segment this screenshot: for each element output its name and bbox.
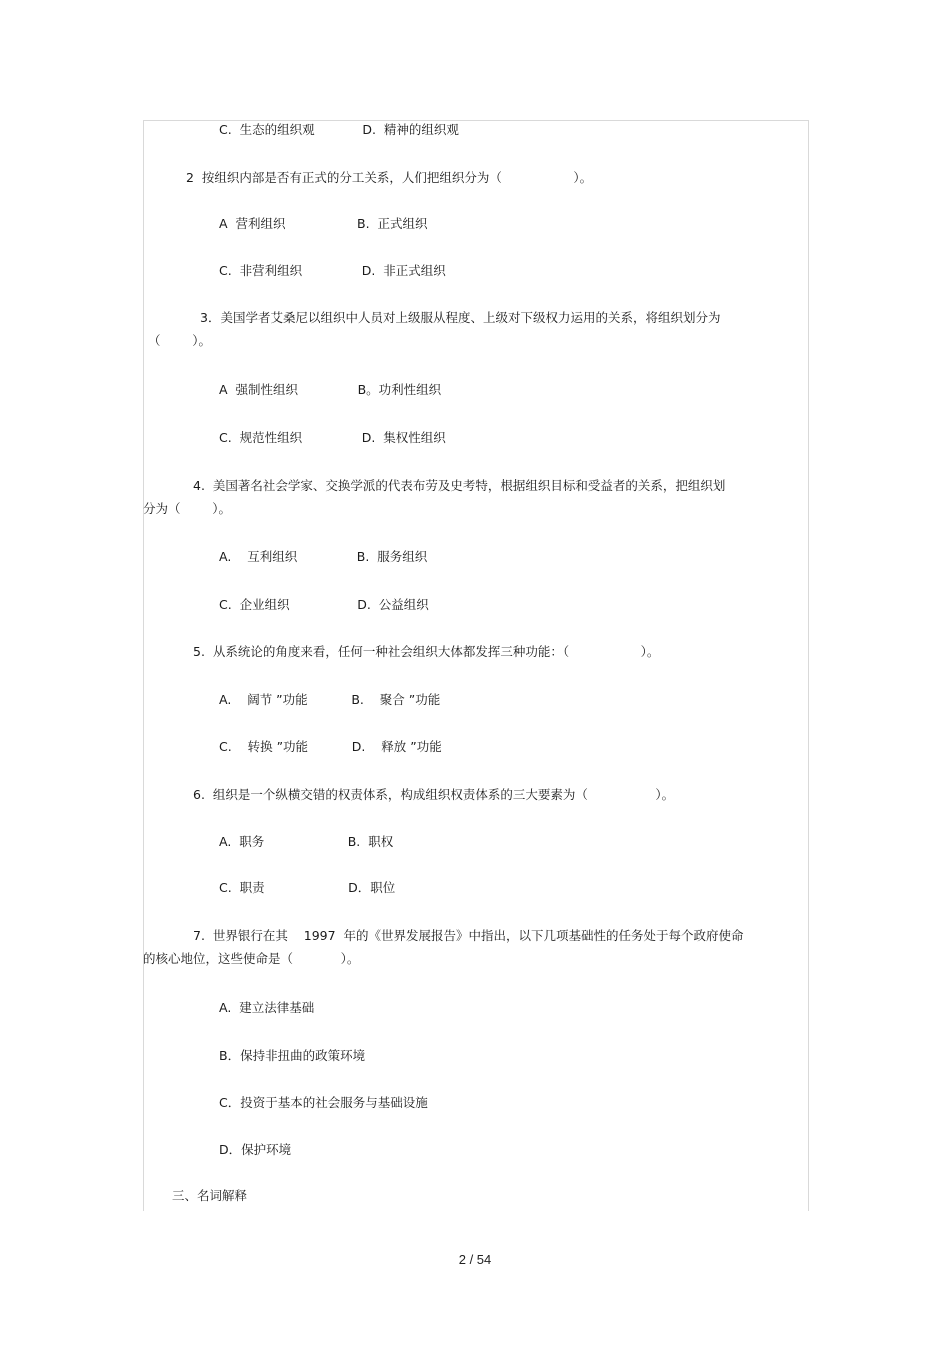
question-line: 4. 美国著名社会学家、交换学派的代表布劳及史考特，根据组织目标和受益者的关系，把组织划 [193,478,726,493]
option-line: C．投资于基本的社会服务与基础设施 [219,1095,428,1110]
option-line: C. 生态的组织观 D. 精神的组织观 [219,122,459,137]
option-line: A. 互利组织 B. 服务组织 [219,549,428,564]
option-line: D．保护环境 [219,1142,292,1157]
section-heading: 三、名词解释 [172,1188,248,1203]
option-line: A 营利组织 B. 正式组织 [219,216,428,231]
option-line: A. 建立法律基础 [219,1000,315,1015]
option-line: C. 非营利组织 D. 非正式组织 [219,263,446,278]
option-line: A. 职务 B. 职权 [219,834,394,849]
option-line: A. 阔节 ”功能 B. 聚合 ”功能 [219,692,441,707]
question-line: 6. 组织是一个纵横交错的权责体系，构成组织权责体系的三大要素为（ ）。 [193,787,675,802]
question-line: 5. 从系统论的角度来看，任何一种社会组织大体都发挥三种功能：（ ）。 [193,644,660,659]
page-number: 2 / 54 [458,1252,492,1267]
option-line: C. 规范性组织 D. 集权性组织 [219,430,446,445]
option-line: B．保持非扭曲的政策环境 [219,1048,366,1063]
question-line: （ ）。 [148,333,212,348]
question-line: 分为（ ）。 [143,501,232,516]
option-line: C. 职责 D．职位 [219,880,396,895]
option-line: A 强制性组织 B。功利性组织 [219,382,442,397]
option-line: C. 企业组织 D. 公益组织 [219,597,429,612]
question-line: 7. 世界银行在其 1997 年的《世界发展报告》中指出，以下几项基础性的任务处于每个政府使命 [193,928,744,943]
question-line: 2 按组织内部是否有正式的分工关系，人们把组织分为（ ）。 [186,170,593,185]
question-line: 的核心地位，这些使命是（ ）。 [143,951,360,966]
question-line: 3．美国学者艾桑尼以组织中人员对上级服从程度、上级对下级权力运用的关系，将组织划分为 [200,310,721,325]
option-line: C. 转换 ”功能 D. 释放 ”功能 [219,739,442,754]
